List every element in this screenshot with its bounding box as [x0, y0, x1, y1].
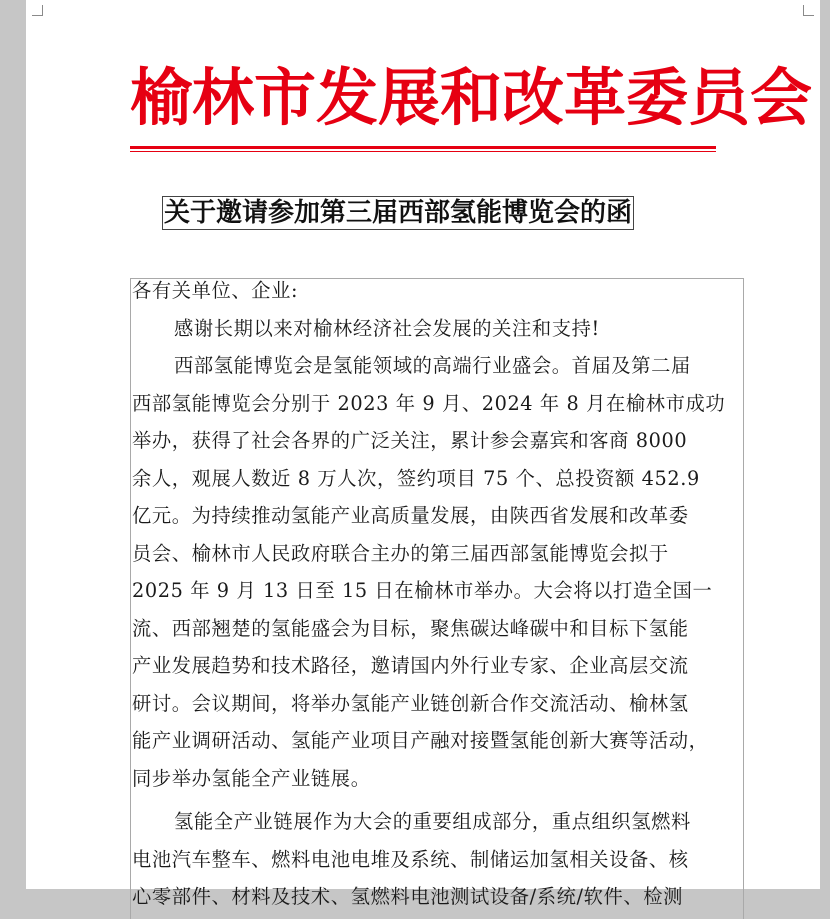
paragraph-line: 西部氢能博览会是氢能领域的高端行业盛会。首届及第二届 [174, 354, 691, 377]
salutation: 各有关单位、企业: [132, 279, 299, 302]
paragraph-line: 举办，获得了社会各界的广泛关注，累计参会嘉宾和客商 8000 [132, 429, 688, 452]
paragraph-line: 能产业调研活动、氢能产业项目产融对接暨氢能创新大赛等活动， [132, 729, 709, 752]
paragraph-line: 员会、榆林市人民政府联合主办的第三届西部氢能博览会拟于 [132, 541, 669, 565]
paragraph-line: 2025 年 9 月 13 日至 15 日在榆林市举办。大会将以打造全国一 [132, 579, 713, 602]
header-rule [130, 146, 716, 149]
header-rule [130, 151, 716, 152]
page-corner-mark [32, 5, 43, 16]
paragraph-line: 氢能全产业链展作为大会的重要组成部分，重点组织氢燃料 [174, 810, 691, 833]
paragraph-line: 感谢长期以来对榆林经济社会发展的关注和支持! [174, 316, 600, 340]
paragraph-line: 流、西部翘楚的氢能盛会为目标，聚焦碳达峰碳中和目标下氢能 [132, 616, 689, 640]
paragraph-line: 亿元。为持续推动氢能产业高质量发展，由陕西省发展和改革委 [132, 504, 689, 527]
paragraph-line: 产业发展趋势和技术路径，邀请国内外行业专家、企业高层交流 [132, 654, 689, 677]
paragraph-line: 研讨。会议期间，将举办氢能产业链创新合作交流活动、榆林氢 [132, 691, 689, 715]
document-title: 关于邀请参加第三届西部氢能博览会的函 [164, 198, 633, 228]
paragraph-line: 西部氢能博览会分别于 2023 年 9 月、2024 年 8 月在榆林市成功 [132, 391, 726, 415]
document-page [26, 0, 820, 908]
paragraph-line: 余人，观展人数近 8 万人次，签约项目 75 个、总投资额 452.9 [132, 466, 700, 490]
organization-header: 榆林市发展和改革委员会 [130, 61, 813, 134]
paragraph-line: 同步举办氢能全产业链展。 [132, 766, 371, 790]
document-body [132, 272, 732, 916]
page-corner-mark [803, 5, 814, 16]
paragraph-line: 电池汽车整车、燃料电池电堆及系统、制储运加氢相关设备、核 [132, 847, 689, 871]
paragraph-line: 心零部件、材料及技术、氢燃料电池测试设备/系统/软件、检测 [132, 885, 683, 908]
